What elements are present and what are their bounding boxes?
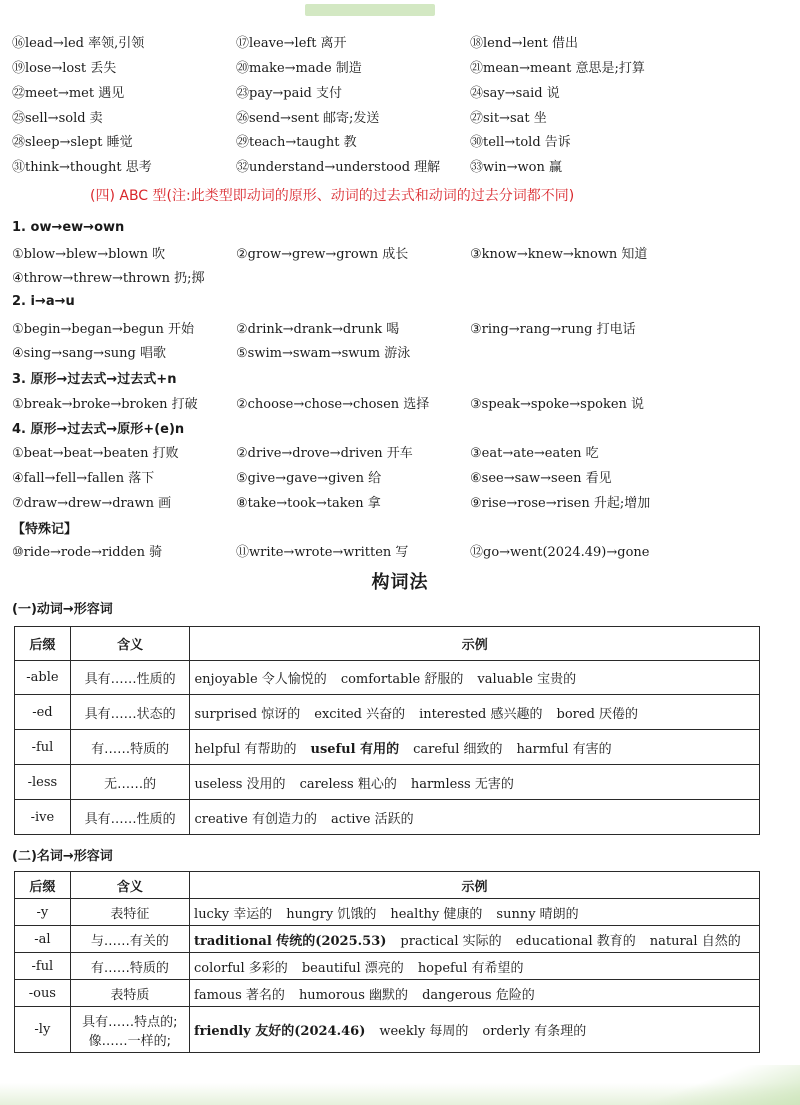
page-curl-corner bbox=[640, 1065, 800, 1105]
table-row bbox=[15, 800, 760, 835]
suffix-table-verb-to-adj bbox=[14, 626, 760, 835]
example-word: useful 有用的 bbox=[310, 741, 400, 757]
verb-entry: ㉜understand→understood 理解 bbox=[236, 160, 441, 175]
example-word: useless 没用的 bbox=[194, 776, 286, 792]
example-word: practical 实际的 bbox=[400, 933, 502, 949]
verb-entry: ㉛think→thought 思考 bbox=[12, 160, 152, 175]
example-word: humorous 幽默的 bbox=[298, 987, 409, 1003]
example-word: weekly 每周的 bbox=[379, 1024, 469, 1039]
example-word: surprised 惊讶的 bbox=[194, 706, 301, 722]
suffix-cell: -y bbox=[15, 899, 71, 926]
top-decoration-bar bbox=[305, 4, 435, 16]
suffix-cell: -ed bbox=[15, 695, 71, 730]
table1-header-suffix: 后缀 bbox=[15, 627, 71, 661]
example-word: harmless 无害的 bbox=[410, 776, 514, 792]
verb-entry: ㉗sit→sat 坐 bbox=[470, 111, 547, 126]
top-verb-row bbox=[0, 34, 800, 56]
group-heading-4: 4. 原形→过去式→原形+(e)n bbox=[12, 422, 185, 437]
verb-entry: ①begin→began→begun 开始 bbox=[12, 322, 194, 337]
table1-header-examples: 示例 bbox=[190, 627, 760, 661]
table2-header-suffix: 后缀 bbox=[15, 872, 71, 899]
example-word: beautiful 漂亮的 bbox=[301, 960, 404, 976]
abc-type-heading: (四) ABC 型(注:此类型即动词的原形、动词的过去式和动词的过去分词都不同) bbox=[90, 188, 575, 204]
abc-verb-row bbox=[0, 344, 800, 366]
verb-entry: ④throw→threw→thrown 扔;掷 bbox=[12, 271, 205, 286]
table-row bbox=[15, 953, 760, 980]
verb-entry: ②choose→chose→chosen 选择 bbox=[236, 397, 430, 412]
abc-verb-row bbox=[0, 543, 800, 565]
abc-verb-row bbox=[0, 320, 800, 342]
example-word: excited 兴奋的 bbox=[314, 706, 406, 722]
table-row bbox=[15, 661, 760, 695]
meaning-cell: 表特质 bbox=[70, 980, 189, 1007]
verb-entry: ④sing→sang→sung 唱歌 bbox=[12, 346, 166, 361]
meaning-cell: 表特征 bbox=[70, 899, 189, 926]
example-word: careful 细致的 bbox=[413, 741, 503, 757]
table1-title: (一)动词→形容词 bbox=[12, 602, 113, 617]
verb-entry: ①blow→blew→blown 吹 bbox=[12, 247, 166, 262]
verb-entry: ⑤swim→swam→swum 游泳 bbox=[236, 346, 411, 361]
example-word: natural 自然的 bbox=[649, 933, 741, 949]
examples-cell bbox=[190, 661, 760, 695]
example-word: helpful 有帮助的 bbox=[194, 741, 297, 757]
verb-entry: ⑲lose→lost 丢失 bbox=[12, 61, 117, 76]
examples-cell bbox=[190, 953, 760, 980]
verb-entry: ⑳make→made 制造 bbox=[236, 61, 362, 76]
verb-entry: ⑫go→went(2024.49)→gone bbox=[470, 545, 650, 560]
example-word: educational 教育的 bbox=[515, 933, 636, 949]
table-row bbox=[15, 765, 760, 800]
top-verb-row bbox=[0, 158, 800, 180]
examples-cell bbox=[190, 899, 760, 926]
suffix-cell: -ful bbox=[15, 730, 71, 765]
verb-entry: ㉔say→said 说 bbox=[470, 86, 560, 101]
example-word: hungry 饥饿的 bbox=[286, 906, 377, 922]
verb-entry: ②drink→drank→drunk 喝 bbox=[236, 322, 400, 337]
section-title: 构词法 bbox=[371, 572, 429, 593]
top-verb-row bbox=[0, 109, 800, 131]
special-note-label: 【特殊记】 bbox=[12, 522, 78, 537]
meaning-cell: 具有……性质的 bbox=[70, 661, 190, 695]
group-heading-2: 2. i→a→u bbox=[12, 294, 75, 309]
example-word: traditional 传统的(2025.53) bbox=[194, 933, 387, 949]
verb-entry: ⑦draw→drew→drawn 画 bbox=[12, 496, 172, 511]
example-word: sunny 晴朗的 bbox=[496, 906, 579, 922]
example-word: orderly 有条理的 bbox=[482, 1024, 587, 1039]
example-word: famous 著名的 bbox=[194, 987, 285, 1003]
example-word: creative 有创造力的 bbox=[194, 811, 317, 827]
example-word: hopeful 有希望的 bbox=[417, 960, 524, 976]
top-verb-row bbox=[0, 84, 800, 106]
examples-cell bbox=[190, 695, 760, 730]
verb-entry: ⑥see→saw→seen 看见 bbox=[470, 471, 612, 486]
verb-entry: ⑤give→gave→given 给 bbox=[236, 471, 382, 486]
verb-entry: ⑱lend→lent 借出 bbox=[470, 36, 579, 51]
meaning-cell: 有……特质的 bbox=[70, 730, 190, 765]
verb-entry: ②drive→drove→driven 开车 bbox=[236, 446, 413, 461]
table2-title: (二)名词→形容词 bbox=[12, 849, 113, 864]
verb-entry: ㉒meet→met 遇见 bbox=[12, 86, 125, 101]
table-row bbox=[15, 1007, 760, 1053]
table-row bbox=[15, 899, 760, 926]
top-verb-row bbox=[0, 133, 800, 155]
suffix-cell: -ly bbox=[15, 1007, 71, 1053]
example-word: valuable 宝贵的 bbox=[477, 672, 577, 687]
examples-cell bbox=[190, 765, 760, 800]
example-word: harmful 有害的 bbox=[516, 741, 612, 757]
verb-entry: ①beat→beat→beaten 打败 bbox=[12, 446, 179, 461]
verb-entry: ⑪write→wrote→written 写 bbox=[236, 545, 409, 560]
group-heading-1: 1. ow→ew→own bbox=[12, 220, 125, 235]
suffix-table-noun-to-adj bbox=[14, 871, 760, 1053]
abc-verb-row bbox=[0, 269, 800, 291]
meaning-cell: 具有……特点的;像……一样的; bbox=[70, 1007, 189, 1053]
examples-cell bbox=[190, 730, 760, 765]
verb-entry: ㉖send→sent 邮寄;发送 bbox=[236, 111, 380, 126]
verb-entry: ①break→broke→broken 打破 bbox=[12, 397, 198, 412]
abc-verb-row bbox=[0, 245, 800, 267]
abc-verb-row bbox=[0, 395, 800, 417]
verb-entry: ③speak→spoke→spoken 说 bbox=[470, 397, 645, 412]
example-word: colorful 多彩的 bbox=[194, 960, 288, 976]
abc-verb-row bbox=[0, 494, 800, 516]
meaning-cell: 具有……状态的 bbox=[70, 695, 190, 730]
table-row bbox=[15, 695, 760, 730]
verb-entry: ⑯lead→led 率领,引领 bbox=[12, 36, 145, 51]
top-verb-row bbox=[0, 59, 800, 81]
verb-entry: ㉝win→won 赢 bbox=[470, 160, 563, 175]
verb-entry: ④fall→fell→fallen 落下 bbox=[12, 471, 155, 486]
group-heading-3: 3. 原形→过去式→过去式+n bbox=[12, 372, 177, 387]
abc-verb-row bbox=[0, 469, 800, 491]
suffix-cell: -ive bbox=[15, 800, 71, 835]
suffix-cell: -ful bbox=[15, 953, 71, 980]
table1-header-meaning: 含义 bbox=[70, 627, 190, 661]
meaning-cell: 与……有关的 bbox=[70, 926, 189, 953]
example-word: healthy 健康的 bbox=[390, 906, 483, 922]
verb-entry: ③ring→rang→rung 打电话 bbox=[470, 322, 636, 337]
verb-entry: ⑧take→took→taken 拿 bbox=[236, 496, 381, 511]
table-row bbox=[15, 926, 760, 953]
table-row bbox=[15, 980, 760, 1007]
verb-entry: ③know→knew→known 知道 bbox=[470, 247, 648, 262]
suffix-cell: -less bbox=[15, 765, 71, 800]
example-word: careless 粗心的 bbox=[299, 776, 397, 792]
verb-entry: ㉓pay→paid 支付 bbox=[236, 86, 342, 101]
verb-entry: ②grow→grew→grown 成长 bbox=[236, 247, 409, 262]
example-word: interested 感兴趣的 bbox=[419, 706, 543, 722]
abc-verb-row bbox=[0, 444, 800, 466]
example-word: active 活跃的 bbox=[330, 811, 414, 827]
meaning-cell: 具有……性质的 bbox=[70, 800, 190, 835]
example-word: bored 厌倦的 bbox=[556, 706, 639, 722]
examples-cell bbox=[190, 800, 760, 835]
verb-entry: ③eat→ate→eaten 吃 bbox=[470, 446, 599, 461]
table2-header-meaning: 含义 bbox=[70, 872, 189, 899]
examples-cell bbox=[190, 926, 760, 953]
verb-entry: ⑨rise→rose→risen 升起;增加 bbox=[470, 496, 651, 511]
example-word: enjoyable 令人愉悦的 bbox=[194, 672, 327, 687]
example-word: lucky 幸运的 bbox=[194, 906, 273, 922]
verb-entry: ㉚tell→told 告诉 bbox=[470, 135, 571, 150]
meaning-cell: 有……特质的 bbox=[70, 953, 189, 980]
verb-entry: ⑰leave→left 离开 bbox=[236, 36, 347, 51]
verb-entry: ㉕sell→sold 卖 bbox=[12, 111, 103, 126]
example-word: friendly 友好的(2024.46) bbox=[194, 1024, 366, 1039]
verb-entry: ㉑mean→meant 意思是;打算 bbox=[470, 61, 645, 76]
suffix-cell: -ous bbox=[15, 980, 71, 1007]
suffix-cell: -able bbox=[15, 661, 71, 695]
table2-header-examples: 示例 bbox=[190, 872, 760, 899]
verb-entry: ⑩ride→rode→ridden 骑 bbox=[12, 545, 163, 560]
verb-entry: ㉘sleep→slept 睡觉 bbox=[12, 135, 133, 150]
verb-entry: ㉙teach→taught 教 bbox=[236, 135, 357, 150]
example-word: comfortable 舒服的 bbox=[340, 672, 464, 687]
example-word: dangerous 危险的 bbox=[422, 987, 535, 1003]
suffix-cell: -al bbox=[15, 926, 71, 953]
examples-cell bbox=[190, 980, 760, 1007]
table-row bbox=[15, 730, 760, 765]
meaning-cell: 无……的 bbox=[70, 765, 190, 800]
examples-cell bbox=[190, 1007, 760, 1053]
